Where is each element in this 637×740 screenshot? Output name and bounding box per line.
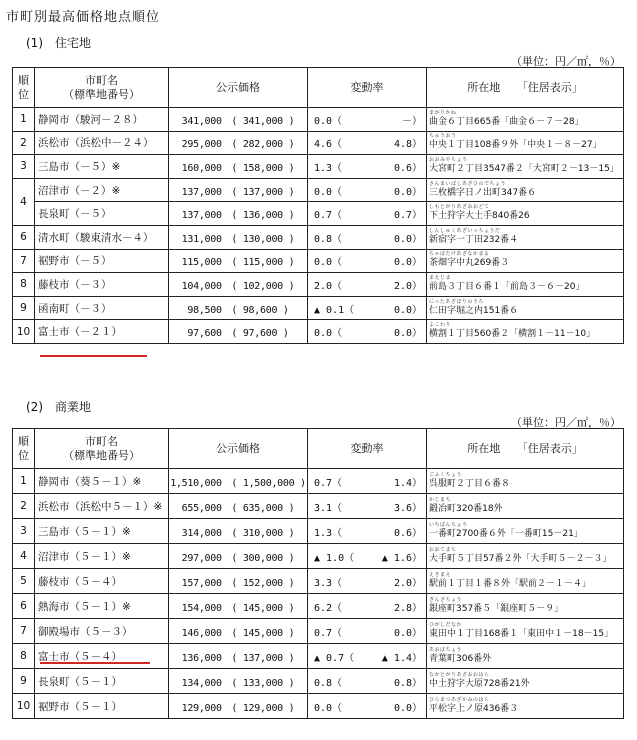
- header-price: 公示価格: [169, 429, 308, 469]
- municipality-cell: 浜松市（浜松中－２４）: [35, 131, 169, 155]
- change-previous: 3.6）: [393, 502, 422, 514]
- price-cell: 1,510,000 ( 1,500,000 ): [169, 469, 308, 494]
- location-address: 青葉町306番外: [429, 653, 492, 664]
- price-cell: 136,000 ( 137,000 ): [169, 644, 308, 669]
- rank-cell: 2: [13, 131, 35, 155]
- change-current: 0.8（: [314, 677, 343, 689]
- change-current: 0.0（: [314, 115, 343, 127]
- change-cell: [308, 694, 427, 719]
- change-cell: [308, 155, 427, 179]
- change-cell: [308, 594, 427, 619]
- price-cell: 341,000 ( 341,000 ): [169, 108, 308, 132]
- header-name-line2: （標準地番号）: [63, 448, 140, 462]
- change-cell: [308, 273, 427, 297]
- page-title: 市町別最高価格地点順位: [6, 10, 161, 25]
- change-previous: 2.0）: [393, 577, 422, 589]
- table-row: [13, 544, 624, 569]
- location-ruby: にったあざほりのうち: [429, 298, 484, 305]
- change-cell: [308, 544, 427, 569]
- rank-cell: 6: [13, 225, 35, 249]
- location-cell: [427, 296, 624, 320]
- change-current: 2.0（: [314, 280, 343, 292]
- header-location: 所在地 「住居表示」: [427, 429, 624, 469]
- change-previous: 0.0）: [393, 304, 422, 316]
- price-cell: 295,000 ( 282,000 ): [169, 131, 308, 155]
- change-cell: [308, 202, 427, 226]
- location-ruby: ぎんざちょう: [429, 596, 463, 603]
- municipality-cell: 富士市（５－４）: [35, 644, 169, 669]
- location-cell: [427, 131, 624, 155]
- municipality-cell: 富士市（－２１）: [35, 320, 169, 344]
- header-rank-line1: 順: [18, 434, 29, 448]
- location-address: 平松字上ノ原436番３: [429, 703, 519, 714]
- location-cell: [427, 202, 624, 226]
- location-ruby: ちゅうおう: [429, 133, 457, 140]
- change-cell: [308, 519, 427, 544]
- header-rank: [13, 429, 35, 469]
- table-row: [13, 694, 624, 719]
- change-current: 1.3（: [314, 162, 343, 174]
- header-change: 変動率: [308, 68, 427, 108]
- location-ruby: まがりかね: [429, 109, 457, 116]
- table-row: [13, 178, 624, 202]
- location-cell: [427, 225, 624, 249]
- location-cell: [427, 320, 624, 344]
- location-cell: [427, 544, 624, 569]
- location-ruby: かじまち: [429, 496, 452, 503]
- change-current: 1.3（: [314, 527, 343, 539]
- location-cell: [427, 619, 624, 644]
- price-cell: 160,000 ( 158,000 ): [169, 155, 308, 179]
- change-previous: 4.8）: [393, 139, 422, 151]
- location-address: 一番町2700番６外「一番町15－21」: [429, 528, 583, 539]
- rank-cell: 9: [13, 669, 35, 694]
- location-ruby: まえじま: [429, 274, 452, 281]
- unit-label-commercial: （単位：円／㎡，％）: [511, 416, 621, 429]
- price-cell: 97,600 ( 97,600 ): [169, 320, 308, 344]
- location-ruby: ごふくちょう: [429, 471, 463, 478]
- change-cell: [308, 225, 427, 249]
- change-current: 0.8（: [314, 233, 343, 245]
- location-cell: [427, 494, 624, 519]
- table-row: [13, 320, 624, 344]
- table-row: [13, 469, 624, 494]
- section-heading-residential: (1) 住宅地: [26, 36, 91, 50]
- location-address: 東田中１丁目168番１「東田中１－18－15」: [429, 628, 614, 639]
- change-cell: [308, 494, 427, 519]
- change-cell: [308, 569, 427, 594]
- table-row: [13, 669, 624, 694]
- rank-cell: 7: [13, 249, 35, 273]
- location-address: 前島３丁目６番１「前島３－６－20」: [429, 281, 585, 292]
- location-address: 駅前１丁目１番８外「駅前２－１－４」: [429, 578, 592, 589]
- rank-cell: 2: [13, 494, 35, 519]
- price-cell: 104,000 ( 102,000 ): [169, 273, 308, 297]
- location-address: 三枚橋字日ノ出町347番６: [429, 187, 537, 198]
- municipality-cell: 藤枝市（－３）: [35, 273, 169, 297]
- change-previous: 0.6）: [393, 162, 422, 174]
- location-ruby: なかとがりあざおおはら: [429, 671, 490, 678]
- municipality-cell: 長泉町（５－１）: [35, 669, 169, 694]
- table-row: [13, 519, 624, 544]
- change-previous: 0.6）: [393, 527, 422, 539]
- location-address: 中央１丁目108番９外「中央１－８－27」: [429, 140, 602, 151]
- table-row: [13, 131, 624, 155]
- header-rank: [13, 68, 35, 108]
- location-cell: [427, 594, 624, 619]
- location-ruby: おおてまち: [429, 546, 457, 553]
- unit-label-residential: （単位：円／㎡，％）: [511, 55, 621, 68]
- location-cell: [427, 694, 624, 719]
- change-previous: 0.0）: [393, 328, 422, 340]
- table-row: [13, 296, 624, 320]
- change-previous: 2.0）: [393, 280, 422, 292]
- header-rank-line2: 位: [18, 87, 29, 101]
- header-rank-line2: 位: [18, 448, 29, 462]
- header-name-line2: （標準地番号）: [63, 87, 140, 101]
- price-cell: 137,000 ( 137,000 ): [169, 178, 308, 202]
- location-address: 鍛冶町320番18外: [429, 503, 503, 514]
- location-ruby: ひがしだなか: [429, 621, 463, 628]
- table-row: [13, 494, 624, 519]
- location-ruby: えきまえ: [429, 571, 452, 578]
- municipality-cell: 長泉町（－５）: [35, 202, 169, 226]
- location-address: 銀座町357番５「銀座町５－９」: [429, 603, 564, 614]
- location-address: 下土狩字大土手840番26: [429, 211, 530, 222]
- location-ruby: あおばちょう: [429, 646, 463, 653]
- price-cell: 655,000 ( 635,000 ): [169, 494, 308, 519]
- municipality-cell: 函南町（－３）: [35, 296, 169, 320]
- table-row: [13, 249, 624, 273]
- location-ruby: いちばんちょう: [429, 521, 468, 528]
- change-previous: 0.0）: [393, 627, 422, 639]
- municipality-cell: 三島市（５－１）※: [35, 519, 169, 544]
- municipality-cell: 静岡市（駿河－２８）: [35, 108, 169, 132]
- commercial-table: [12, 428, 624, 719]
- change-current: ▲ 0.7（: [314, 652, 355, 664]
- change-previous: 0.0）: [393, 233, 422, 245]
- header-name: [35, 429, 169, 469]
- change-current: ▲ 0.1（: [314, 304, 355, 316]
- municipality-cell: 沼津市（５－１）※: [35, 544, 169, 569]
- price-cell: 146,000 ( 145,000 ): [169, 619, 308, 644]
- change-cell: [308, 296, 427, 320]
- rank-cell: 7: [13, 619, 35, 644]
- price-cell: 297,000 ( 300,000 ): [169, 544, 308, 569]
- municipality-cell: 静岡市（葵５－１）※: [35, 469, 169, 494]
- change-current: 0.7（: [314, 210, 343, 222]
- location-cell: [427, 108, 624, 132]
- municipality-cell: 裾野市（５－１）: [35, 694, 169, 719]
- table-row: [13, 619, 624, 644]
- location-cell: [427, 178, 624, 202]
- municipality-cell: 清水町（駿東清水－４）: [35, 225, 169, 249]
- change-current: 0.0（: [314, 186, 343, 198]
- municipality-cell: 三島市（－５）※: [35, 155, 169, 179]
- rank-cell: 8: [13, 273, 35, 297]
- location-cell: [427, 669, 624, 694]
- header-name-line1: 市町名: [85, 73, 118, 87]
- rank-cell: 9: [13, 296, 35, 320]
- location-address: 中土狩字大原728番21外: [429, 678, 530, 689]
- location-address: 仁田字堀之内151番６: [429, 305, 519, 316]
- change-current: 0.0（: [314, 328, 343, 340]
- table-row: [13, 155, 624, 179]
- table-row: [13, 569, 624, 594]
- municipality-cell: 浜松市（浜松中５－１）※: [35, 494, 169, 519]
- price-cell: 314,000 ( 310,000 ): [169, 519, 308, 544]
- change-previous: 1.4）: [393, 477, 422, 489]
- change-previous: 0.7）: [393, 210, 422, 222]
- change-current: 0.7（: [314, 477, 343, 489]
- change-cell: [308, 178, 427, 202]
- change-current: 3.3（: [314, 577, 343, 589]
- location-cell: [427, 644, 624, 669]
- change-current: 0.0（: [314, 702, 343, 714]
- municipality-cell: 御殿場市（５－３）: [35, 619, 169, 644]
- header-location: 所在地 「住居表示」: [427, 68, 624, 108]
- rank-cell: 6: [13, 594, 35, 619]
- highlight-underline-fuji-commercial: [40, 662, 150, 664]
- header-change: 変動率: [308, 429, 427, 469]
- change-previous: ▲ 1.4）: [381, 652, 422, 664]
- table-row: [13, 594, 624, 619]
- change-previous: 0.8）: [393, 677, 422, 689]
- table-row: [13, 202, 624, 226]
- municipality-cell: 藤枝市（５－４）: [35, 569, 169, 594]
- change-cell: [308, 108, 427, 132]
- table-row: [13, 108, 624, 132]
- change-previous: 2.8）: [393, 602, 422, 614]
- change-cell: [308, 469, 427, 494]
- municipality-cell: 沼津市（－２）※: [35, 178, 169, 202]
- price-cell: 115,000 ( 115,000 ): [169, 249, 308, 273]
- location-address: 曲金６丁目665番「曲金６－７－28」: [429, 116, 584, 127]
- location-cell: [427, 249, 624, 273]
- header-name-line1: 市町名: [85, 434, 118, 448]
- change-previous: 0.0）: [393, 702, 422, 714]
- rank-cell: 3: [13, 519, 35, 544]
- location-ruby: しんしゅくあざいっちょうだ: [429, 227, 501, 234]
- municipality-cell: 裾野市（－５）: [35, 249, 169, 273]
- change-cell: [308, 644, 427, 669]
- location-address: 大手町５丁目57番２外「大手町５－２－３」: [429, 553, 612, 564]
- rank-cell: 5: [13, 569, 35, 594]
- section-heading-commercial: (2) 商業地: [26, 400, 91, 414]
- change-previous: －）: [402, 115, 422, 127]
- change-current: 4.6（: [314, 139, 343, 151]
- rank-cell: 3: [13, 155, 35, 179]
- rank-cell: 10: [13, 694, 35, 719]
- highlight-underline-fuji-residential: [40, 355, 147, 357]
- location-ruby: ひらまつあざかみのはら: [429, 696, 490, 703]
- price-cell: 157,000 ( 152,000 ): [169, 569, 308, 594]
- rank-cell: 8: [13, 644, 35, 669]
- location-cell: [427, 469, 624, 494]
- location-ruby: よこわり: [429, 322, 452, 329]
- change-previous: ▲ 1.6）: [381, 552, 422, 564]
- table-row: [13, 273, 624, 297]
- residential-table: [12, 67, 624, 344]
- rank-cell: 4: [13, 544, 35, 569]
- price-cell: 137,000 ( 136,000 ): [169, 202, 308, 226]
- location-ruby: しもとがりあざおおどて: [429, 204, 490, 211]
- location-ruby: ちゃばたけあざなかまる: [429, 251, 490, 258]
- price-cell: 131,000 ( 130,000 ): [169, 225, 308, 249]
- change-current: 0.7（: [314, 627, 343, 639]
- location-address: 茶畑字中丸269番３: [429, 258, 510, 269]
- location-cell: [427, 569, 624, 594]
- table-row: [13, 225, 624, 249]
- change-cell: [308, 320, 427, 344]
- location-cell: [427, 273, 624, 297]
- change-current: 6.2（: [314, 602, 343, 614]
- location-cell: [427, 155, 624, 179]
- location-ruby: おおみやちょう: [429, 156, 468, 163]
- rank-cell: 1: [13, 108, 35, 132]
- change-current: ▲ 1.0（: [314, 552, 355, 564]
- price-cell: 98,500 ( 98,600 ): [169, 296, 308, 320]
- change-current: 3.1（: [314, 502, 343, 514]
- price-cell: 154,000 ( 145,000 ): [169, 594, 308, 619]
- change-current: 0.0（: [314, 257, 343, 269]
- header-name: [35, 68, 169, 108]
- rank-cell: 4: [13, 178, 35, 225]
- location-ruby: さんまいばしあざひのでちょう: [429, 180, 507, 187]
- change-cell: [308, 619, 427, 644]
- header-price: 公示価格: [169, 68, 308, 108]
- change-cell: [308, 131, 427, 155]
- location-address: 呉服町２丁目６番８: [429, 478, 511, 489]
- rank-cell: 1: [13, 469, 35, 494]
- price-cell: 134,000 ( 133,000 ): [169, 669, 308, 694]
- rank-cell: 10: [13, 320, 35, 344]
- municipality-cell: 熱海市（５－１）※: [35, 594, 169, 619]
- header-rank-line1: 順: [18, 73, 29, 87]
- change-cell: [308, 669, 427, 694]
- location-address: 大宮町２丁目3547番２「大宮町２－13－15」: [429, 163, 619, 174]
- location-address: 新宿字一丁田232番４: [429, 234, 519, 245]
- change-previous: 0.0）: [393, 257, 422, 269]
- price-cell: 129,000 ( 129,000 ): [169, 694, 308, 719]
- change-cell: [308, 249, 427, 273]
- location-address: 横割１丁目560番２「横割１－11－10」: [429, 329, 596, 340]
- table-row: [13, 644, 624, 669]
- location-cell: [427, 519, 624, 544]
- change-previous: 0.0）: [393, 186, 422, 198]
